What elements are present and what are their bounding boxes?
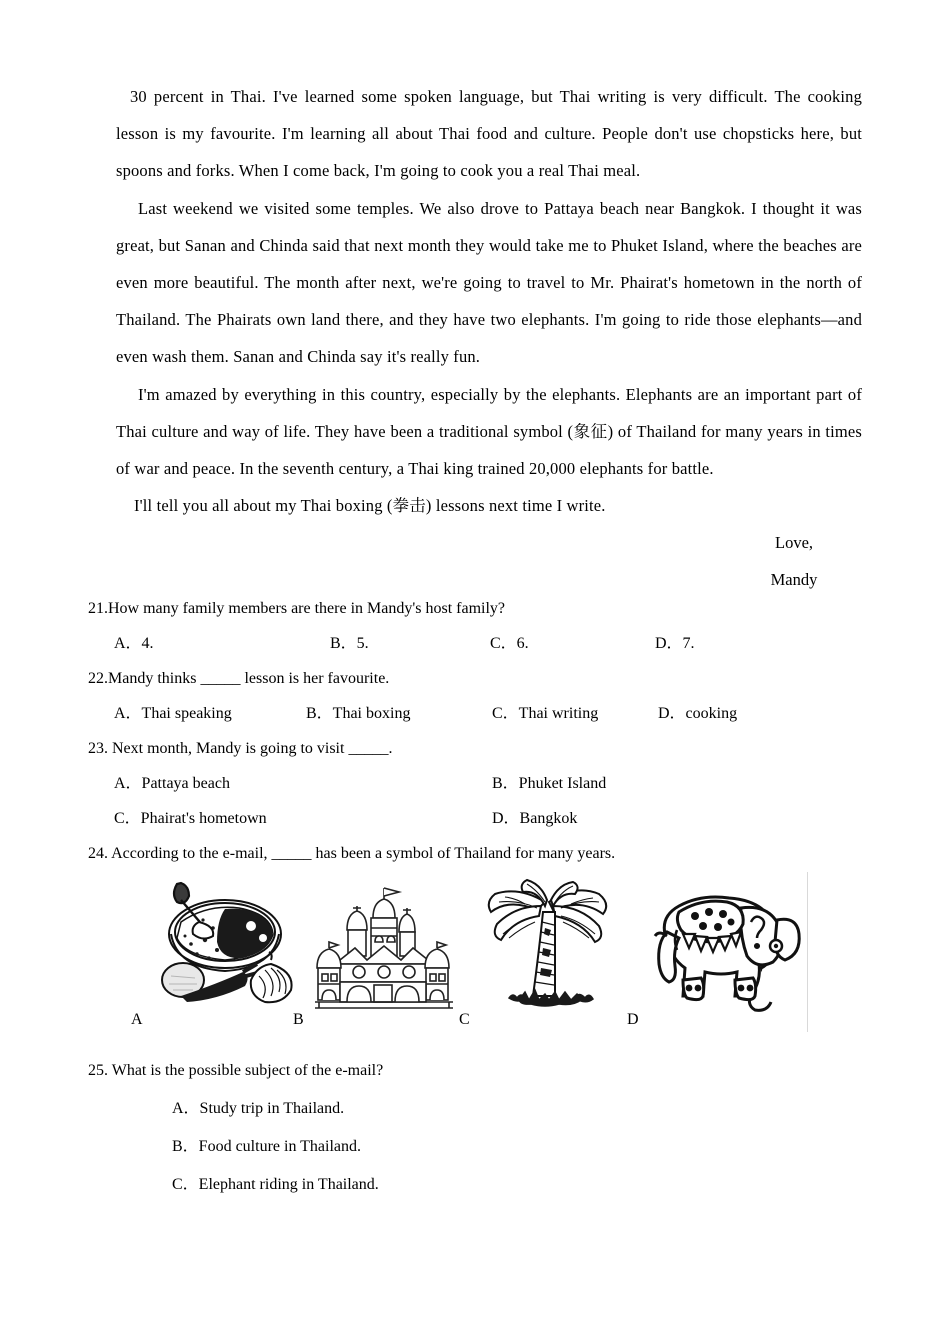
question-23-options-row-2 <box>88 808 888 830</box>
question-22-options <box>88 703 888 725</box>
picture-option-a-label: A <box>131 1011 143 1028</box>
question-21-option-a[interactable]: A．4. <box>114 635 154 652</box>
question-22-option-d[interactable]: D．cooking <box>658 705 738 722</box>
picture-option-b-label: B <box>293 1011 304 1028</box>
question-23 <box>88 738 888 830</box>
question-23-option-a[interactable]: A．Pattaya beach <box>114 775 230 792</box>
question-21-option-c[interactable]: C．6. <box>490 635 529 652</box>
question-22-option-c[interactable]: C．Thai writing <box>492 705 599 722</box>
question-25-option-a[interactable]: A．Study trip in Thailand. <box>172 1100 345 1117</box>
question-21-stem: 21.How many family members are there in Mandy's host family? <box>88 600 505 617</box>
question-21-option-d[interactable]: D．7. <box>655 635 695 652</box>
decorated-elephant-icon <box>643 872 803 1022</box>
question-25-stem: 25. What is the possible subject of the e-mail? <box>88 1062 384 1079</box>
question-23-stem: 23. Next month, Mandy is going to visit _____. <box>88 740 393 757</box>
question-22-option-b[interactable]: B．Thai boxing <box>306 705 411 722</box>
question-23-option-b[interactable]: B．Phuket Island <box>492 775 607 792</box>
question-25-option-c[interactable]: C．Elephant riding in Thailand. <box>172 1176 379 1193</box>
question-list <box>88 598 888 878</box>
question-21-options <box>88 633 888 655</box>
passage-paragraph-1: 30 percent in Thai. I've learned some spoken language, but Thai writing is very difficult. The cooking lesson is my favourite. I'm learning all about Thai food and culture. People don't use chopsticks here, but spoons and forks. When I come back, I'm going to cook you a real Thai meal. <box>116 87 862 181</box>
picture-option-d[interactable] <box>643 872 803 1032</box>
question-25 <box>88 1060 788 1212</box>
passage-paragraph-3: I'm amazed by everything in this country, especially by the elephants. Elephants are an important part of Thai culture and way of life. They have been a traditional symbol (象征) of Thailand for many years in times of war and peace. In the seventh century, a Thai king trained 20,000 elephants for battle. <box>116 384 862 479</box>
question-25-option-b[interactable]: B．Food culture in Thailand. <box>172 1138 362 1155</box>
question-23-option-c[interactable]: C．Phairat's hometown <box>114 810 267 827</box>
picture-option-d-label: D <box>627 1011 639 1028</box>
question-21 <box>88 598 888 655</box>
question-23-option-d[interactable]: D．Bangkok <box>492 810 578 827</box>
question-22-stem: 22.Mandy thinks _____ lesson is her favourite. <box>88 670 390 687</box>
letter-signer: Mandy <box>770 570 818 589</box>
question-21-option-b[interactable]: B．5. <box>330 635 369 652</box>
temple-palace-icon <box>309 872 459 1022</box>
picture-option-c-label: C <box>459 1011 470 1028</box>
question-22-option-a[interactable]: A．Thai speaking <box>114 705 232 722</box>
letter-closing: Love, <box>774 533 814 552</box>
question-24-picture-options <box>125 872 808 1032</box>
palm-tree-icon <box>475 872 625 1022</box>
picture-option-a[interactable] <box>147 872 297 1032</box>
passage-paragraph-2: Last weekend we visited some temples. We also drove to Pattaya beach near Bangkok. I thought it was great, but Sanan and Chinda said that next month they would take me to Phuket Island, where the beaches are even more beautiful. The month after next, we're going to travel to Mr. Phairat's hometown in the north of Thailand. The Phairats own land there, and they have two elephants. I'm going to ride those elephants—and even wash them. Sanan and Chinda say it's really fun. <box>116 198 862 367</box>
question-24 <box>88 843 888 865</box>
picture-option-c[interactable] <box>475 872 625 1032</box>
bowl-of-food-icon <box>147 872 297 1022</box>
reading-passage <box>116 78 862 524</box>
letter-signature <box>724 524 864 598</box>
passage-paragraph-4: I'll tell you all about my Thai boxing (拳击) lessons next time I write. <box>134 496 606 516</box>
question-24-stem: 24. According to the e-mail, _____ has been a symbol of Thailand for many years. <box>88 845 616 862</box>
question-23-options-row-1 <box>88 773 888 795</box>
picture-option-b[interactable] <box>309 872 459 1032</box>
question-22 <box>88 668 888 725</box>
